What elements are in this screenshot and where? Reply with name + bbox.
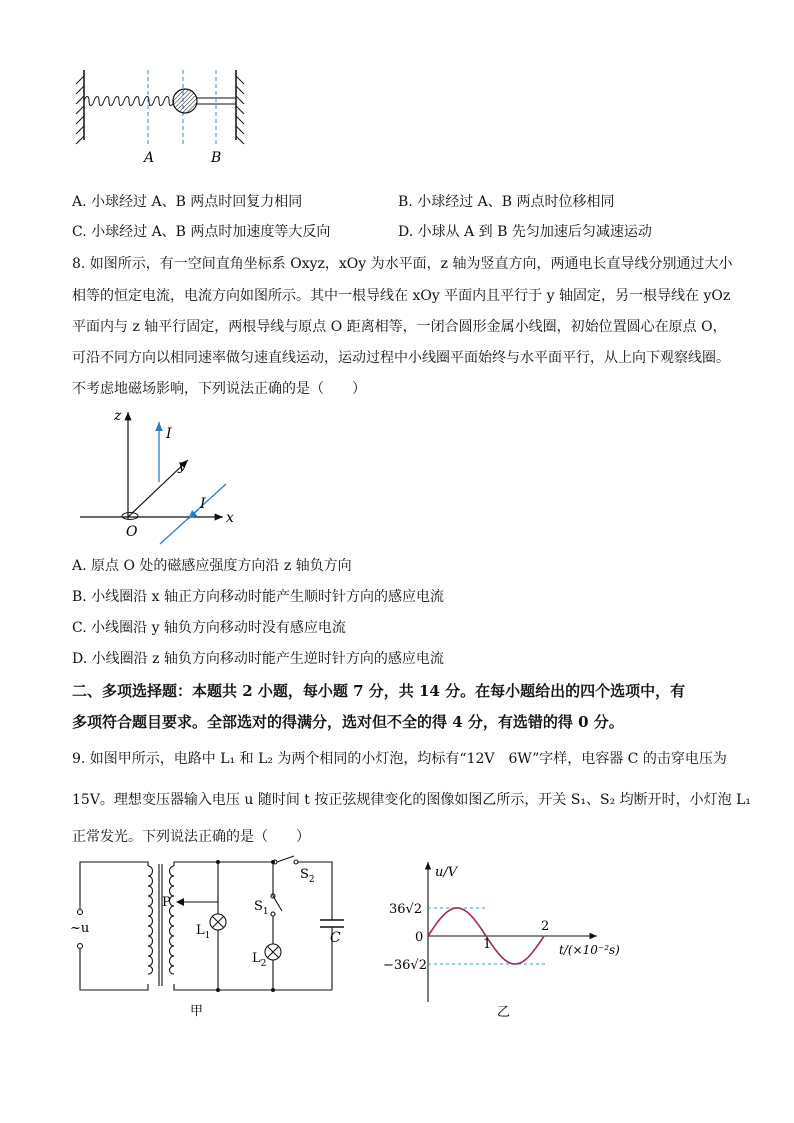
primary-wire-top [80, 862, 148, 909]
caption-jia: 甲 [190, 1004, 204, 1019]
section-heading-line-1: 二、多项选择题：本题共 2 小题，每小题 7 分，共 14 分。在每小题给出的四个选项中，有 [72, 682, 686, 700]
ball [173, 89, 197, 113]
label-z: z [114, 408, 122, 424]
secondary-wire-bottom [174, 984, 332, 990]
q8-line-1: 8. 如图所示，有一空间直角坐标系 Oxyz，xOy 为水平面，z 轴为竖直方向，两通电长直导线分别通过大小 [72, 256, 733, 272]
circuit-figure [68, 852, 358, 1022]
graph-y-top-label: 36√2 [389, 902, 423, 917]
q7-option-b[interactable]: B. 小球经过 A、B 两点时位移相同 [398, 194, 615, 210]
graph-ylabel: u/V [435, 865, 458, 880]
label-s2: $S_2$ [300, 867, 315, 885]
q9-line-3: 正常发光。下列说法正确的是（ ） [72, 829, 310, 845]
q8-option-d[interactable]: D. 小线圈沿 z 轴负方向移动时能产生逆时针方向的感应电流 [72, 651, 444, 667]
q7-option-d[interactable]: D. 小球从 A 到 B 先匀加速后匀减速运动 [398, 224, 652, 240]
label-i2: I [200, 496, 206, 512]
label-b: B [211, 150, 222, 166]
q9-line-1: 9. 如图甲所示，电路中 L₁ 和 L₂ 为两个相同的小灯泡，均标有“12V 6W”字样，电容器 C 的击穿电压为 [72, 751, 727, 767]
label-u: ~u [70, 921, 90, 936]
primary-coil [148, 866, 153, 974]
switch-s1-blade [273, 896, 282, 911]
left-wall-hatch [76, 76, 84, 144]
graph-tick-2: 2 [541, 919, 550, 934]
horizontal-wire-arrow [188, 510, 198, 519]
primary-wire-bottom [80, 949, 148, 990]
spring-ball-figure [70, 68, 250, 168]
input-terminal-top [78, 910, 83, 915]
label-l2: $L_2$ [252, 951, 267, 969]
switch-s2-blade [277, 856, 294, 862]
q8-option-a[interactable]: A. 原点 O 处的磁感应强度方向沿 z 轴负方向 [72, 558, 352, 574]
slider-arrow [176, 898, 184, 906]
q9-line-2: 15V。理想变压器输入电压 u 随时间 t 按正弦规律变化的图像如图乙所示，开关 S₁、S₂ 均断开时，小灯泡 L₁ [72, 792, 752, 808]
q8-option-c[interactable]: C. 小线圈沿 y 轴负方向移动时没有感应电流 [72, 620, 346, 636]
label-s1: $S_1$ [254, 899, 269, 917]
label-y: y [178, 458, 186, 474]
section-heading-line-2: 多项符合题目要求。全部选对的得满分，选对但不全的得 4 分，有选错的得 0 分。 [72, 713, 624, 731]
label-p: P [162, 895, 171, 910]
q8-line-2: 相等的恒定电流，电流方向如图所示。其中一根导线在 xOy 平面内且平行于 y 轴固定，另一根导线在 yOz [72, 288, 731, 304]
q8-line-3: 平面内与 z 轴平行固定，两根导线与原点 O 距离相等，一闭合圆形金属小线圈，初始位置圆心在原点 O， [72, 319, 727, 335]
graph-y-bottom-label: −36√2 [383, 958, 427, 973]
graph-origin-label: 0 [415, 930, 424, 945]
graph-xlabel: t/(×10⁻²s) [559, 943, 620, 957]
label-l1: $L_1$ [196, 923, 211, 941]
secondary-wire-top [174, 862, 273, 866]
q7-option-a[interactable]: A. 小球经过 A、B 两点时回复力相同 [72, 194, 303, 210]
q8-option-b[interactable]: B. 小线圈沿 x 轴正方向移动时能产生顺时针方向的感应电流 [72, 589, 444, 605]
spring [84, 97, 174, 106]
secondary-coil [170, 866, 175, 974]
q7-option-c[interactable]: C. 小球经过 A、B 两点时加速度等大反向 [72, 224, 331, 240]
label-o: O [126, 524, 138, 540]
label-a: A [144, 150, 155, 166]
right-wall-hatch [236, 76, 244, 144]
input-terminal-bottom [78, 944, 83, 949]
graph-tick-1: 1 [483, 937, 492, 952]
q8-line-4: 可沿不同方向以相同速率做匀速直线运动，运动过程中小线圈平面始终与水平面平行，从上向下观察线圈。 [72, 350, 730, 366]
label-x: x [226, 510, 234, 526]
caption-yi: 乙 [497, 1005, 511, 1020]
label-i1: I [166, 426, 172, 442]
coordinate-wires-figure [78, 404, 248, 549]
label-c: C [330, 930, 341, 946]
voltage-graph [375, 856, 635, 1028]
coil [122, 513, 138, 520]
q8-line-5: 不考虑地磁场影响，下列说法正确的是（ ） [72, 381, 366, 397]
slider-wire [182, 862, 218, 902]
